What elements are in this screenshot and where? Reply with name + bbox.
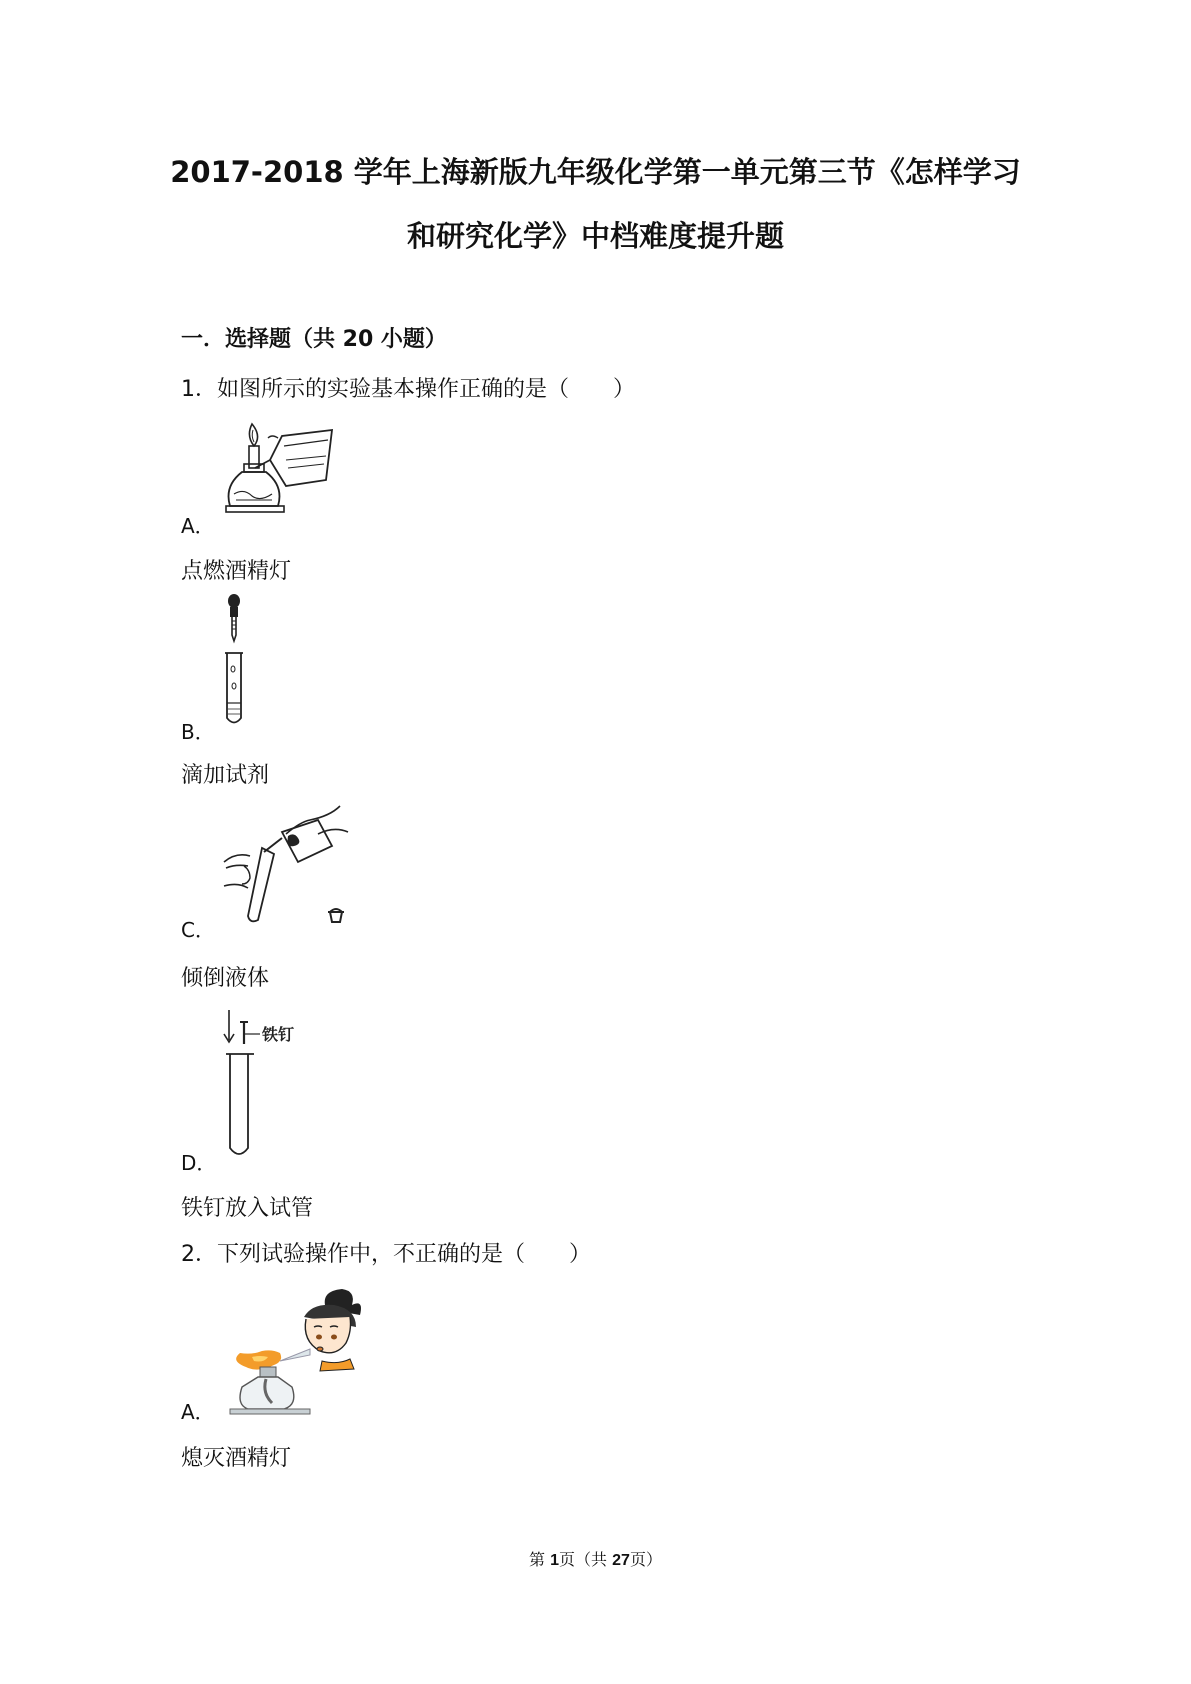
footer-total-pages: 27: [612, 1552, 630, 1569]
pouring-liquid-figure: [222, 802, 357, 927]
footer-middle: 页（共: [559, 1550, 613, 1569]
q1-option-c-letter: C．: [181, 918, 215, 942]
q1-option-a-letter: A．: [181, 514, 215, 538]
q1-option-b-letter: B．: [181, 720, 215, 744]
footer-suffix: 页）: [629, 1550, 662, 1569]
q1-option-c-caption: 倾倒液体: [181, 966, 270, 991]
lighting-alcohol-lamp-figure: [222, 420, 337, 525]
q1-option-d-letter: D．: [181, 1151, 217, 1175]
q1-option-d-caption: 铁钉放入试管: [181, 1196, 314, 1221]
q1-option-b-caption: 滴加试剂: [181, 763, 270, 788]
section-heading: 一．选择题（共 20 小题）: [181, 327, 447, 352]
q2-option-a-letter: A．: [181, 1400, 215, 1424]
q1-option-a-caption: 点燃酒精灯: [181, 559, 292, 584]
q2-option-a-caption: 熄灭酒精灯: [181, 1446, 292, 1471]
footer-page-number: 1: [550, 1552, 560, 1569]
question-2-stem: 2．下列试验操作中，不正确的是（ ）: [181, 1242, 591, 1267]
iron-nail-label: 铁钉: [262, 1025, 295, 1044]
page-footer: [0, 1547, 1191, 1570]
dropper-into-test-tube-figure: [222, 593, 252, 728]
footer-prefix: 第: [529, 1550, 551, 1569]
question-1-stem: 1．如图所示的实验基本操作正确的是（ ）: [181, 377, 635, 402]
page-title: [150, 140, 1041, 268]
title-line-1: 2017-2018 学年上海新版九年级化学第一单元第三节《怎样学习: [170, 155, 1021, 189]
iron-nail-into-test-tube-figure: [222, 1008, 312, 1160]
blowing-out-alcohol-lamp-figure: [222, 1287, 367, 1417]
title-line-2: 和研究化学》中档难度提升题: [406, 219, 784, 253]
